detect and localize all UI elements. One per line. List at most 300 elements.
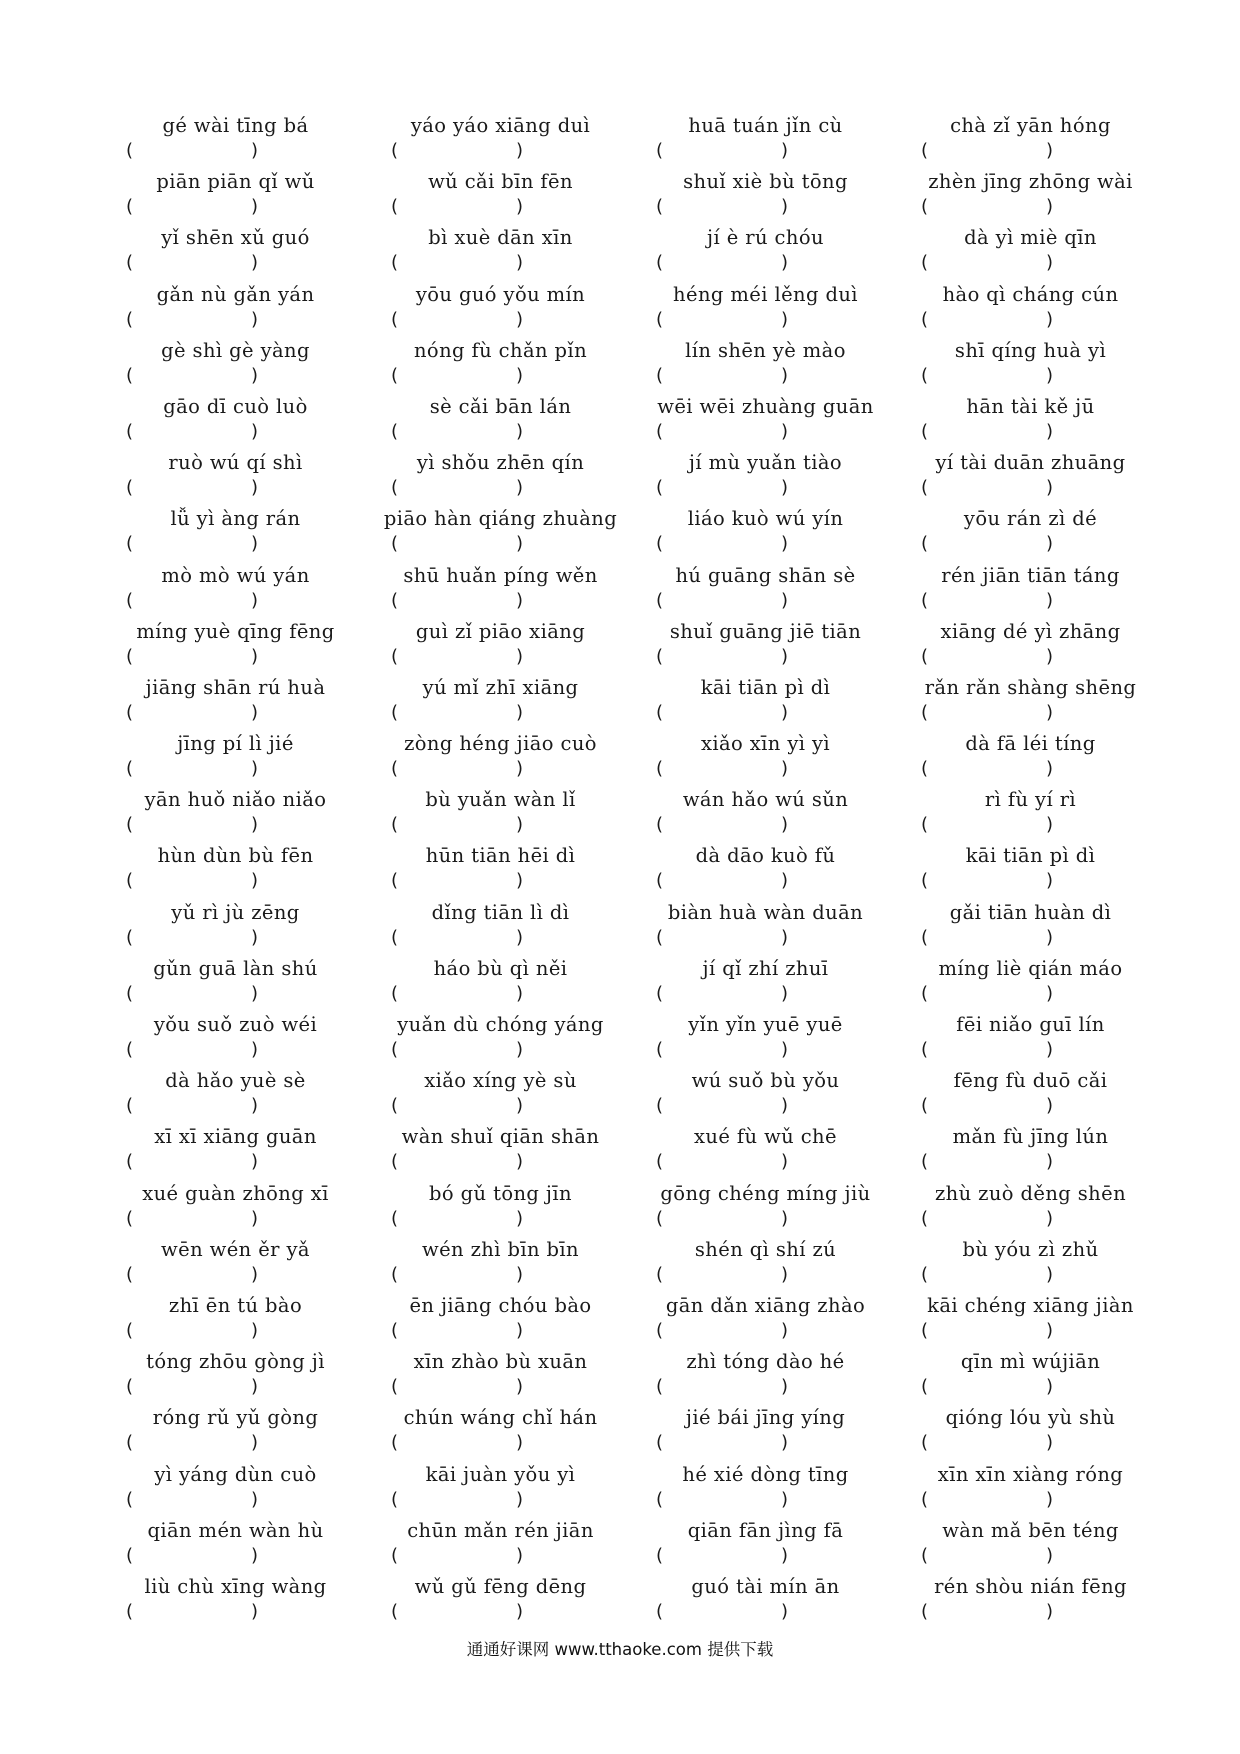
close-paren: ) (250, 252, 258, 274)
close-paren: ) (515, 982, 523, 1004)
answer-blank[interactable] (391, 139, 523, 163)
open-paren: ( (391, 1263, 399, 1285)
answer-blank[interactable] (391, 1094, 523, 1118)
open-paren: ( (126, 1095, 134, 1117)
answer-blank[interactable] (391, 869, 523, 893)
exercise-item (913, 333, 1178, 389)
answer-blank[interactable] (391, 364, 523, 388)
pinyin-text: xīn zhào bù xuān (413, 1350, 588, 1374)
open-paren: ( (921, 252, 929, 274)
answer-blank[interactable] (921, 1263, 1053, 1287)
pinyin-text: shuǐ guāng jiē tiān (669, 619, 862, 643)
exercise-item (383, 220, 648, 276)
pinyin-text: xiǎo xīn yì yì (700, 732, 831, 756)
close-paren: ) (1045, 982, 1053, 1004)
exercise-item (118, 277, 383, 333)
pinyin-text: gāo dī cuò luò (163, 394, 308, 418)
close-paren: ) (250, 982, 258, 1004)
exercise-item (383, 782, 648, 838)
answer-blank[interactable] (656, 982, 788, 1006)
exercise-item (648, 614, 913, 670)
pinyin-text: dà fā léi tíng (965, 732, 1096, 756)
open-paren: ( (921, 1432, 929, 1454)
open-paren: ( (921, 420, 929, 442)
answer-blank[interactable] (656, 251, 788, 275)
answer-blank[interactable] (391, 476, 523, 500)
open-paren: ( (656, 814, 664, 836)
exercise-item (383, 1176, 648, 1232)
pinyin-text: sè cǎi bān lán (429, 394, 572, 418)
answer-blank[interactable] (126, 1544, 258, 1568)
open-paren: ( (656, 1039, 664, 1060)
close-paren: ) (780, 196, 788, 218)
answer-blank[interactable] (126, 701, 258, 725)
answer-blank[interactable] (656, 1150, 788, 1174)
answer-blank[interactable] (921, 420, 1053, 444)
open-paren: ( (656, 1319, 664, 1341)
answer-blank[interactable] (126, 589, 258, 613)
close-paren: ) (1045, 1263, 1053, 1285)
answer-blank[interactable] (126, 869, 258, 893)
close-paren: ) (515, 477, 523, 499)
answer-blank[interactable] (656, 139, 788, 163)
open-paren: ( (391, 870, 399, 892)
close-paren: ) (250, 364, 258, 386)
exercise-item (118, 501, 383, 557)
answer-blank[interactable] (126, 251, 258, 275)
pinyin-text: zòng héng jiāo cuò (404, 732, 597, 756)
open-paren: ( (921, 814, 929, 836)
answer-blank[interactable] (921, 1488, 1053, 1512)
exercise-item (648, 951, 913, 1007)
pinyin-text: zhī ēn tú bào (168, 1293, 303, 1317)
answer-blank[interactable] (391, 1600, 523, 1624)
answer-blank[interactable] (126, 1207, 258, 1231)
answer-blank[interactable] (126, 757, 258, 781)
answer-blank[interactable] (126, 1431, 258, 1455)
pinyin-text: guó tài mín ān (691, 1574, 840, 1598)
exercise-item (648, 1344, 913, 1400)
open-paren: ( (921, 477, 929, 499)
exercise-item (913, 1400, 1178, 1456)
pinyin-text: gè shì gè yàng (161, 338, 310, 362)
exercise-item (383, 1119, 648, 1175)
answer-blank[interactable] (921, 1544, 1053, 1568)
exercise-item (118, 895, 383, 951)
open-paren: ( (391, 1600, 399, 1622)
close-paren: ) (1045, 1207, 1053, 1229)
answer-blank[interactable] (391, 701, 523, 725)
answer-blank[interactable] (656, 1431, 788, 1455)
answer-blank[interactable] (656, 1207, 788, 1231)
exercise-item (383, 951, 648, 1007)
pinyin-text: fēng fù duō cǎi (953, 1069, 1108, 1093)
pinyin-text: yōu guó yǒu mín (415, 282, 586, 306)
close-paren: ) (1045, 196, 1053, 218)
pinyin-text: shī qíng huà yì (954, 338, 1107, 362)
answer-blank[interactable] (126, 1094, 258, 1118)
exercise-item (913, 445, 1178, 501)
open-paren: ( (921, 533, 929, 555)
pinyin-text: yì yáng dùn cuò (154, 1462, 317, 1486)
close-paren: ) (250, 140, 258, 161)
open-paren: ( (921, 926, 929, 948)
answer-blank[interactable] (921, 1094, 1053, 1118)
exercise-item (118, 670, 383, 726)
answer-blank[interactable] (126, 1488, 258, 1512)
exercise-item (383, 277, 648, 333)
pinyin-text: bì xuè dān xīn (428, 226, 573, 250)
answer-blank[interactable] (921, 308, 1053, 332)
open-paren: ( (656, 1432, 664, 1454)
close-paren: ) (250, 477, 258, 499)
answer-blank[interactable] (391, 1544, 523, 1568)
answer-blank[interactable] (921, 589, 1053, 613)
open-paren: ( (921, 364, 929, 386)
open-paren: ( (126, 758, 134, 780)
answer-blank[interactable] (921, 869, 1053, 893)
exercise-item (118, 164, 383, 220)
pinyin-text: héng méi lěng duì (673, 282, 858, 306)
answer-blank[interactable] (656, 1600, 788, 1624)
close-paren: ) (780, 870, 788, 892)
pinyin-text: hān tài kě jū (966, 394, 1095, 418)
close-paren: ) (250, 1151, 258, 1173)
open-paren: ( (921, 870, 929, 892)
pinyin-text: yì shǒu zhēn qín (416, 451, 585, 475)
answer-blank[interactable] (656, 1038, 788, 1062)
close-paren: ) (1045, 645, 1053, 667)
answer-blank[interactable] (391, 1263, 523, 1287)
close-paren: ) (515, 1376, 523, 1398)
open-paren: ( (656, 140, 664, 161)
close-paren: ) (1045, 252, 1053, 274)
exercise-item (913, 782, 1178, 838)
answer-blank[interactable] (656, 364, 788, 388)
exercise-item (118, 1176, 383, 1232)
answer-blank[interactable] (656, 757, 788, 781)
exercise-item (648, 1119, 913, 1175)
answer-blank[interactable] (921, 1150, 1053, 1174)
exercise-item (118, 726, 383, 782)
close-paren: ) (515, 870, 523, 892)
answer-blank[interactable] (921, 364, 1053, 388)
exercise-item (383, 1344, 648, 1400)
open-paren: ( (921, 758, 929, 780)
close-paren: ) (780, 308, 788, 330)
pinyin-text: gé wài tīng bá (162, 114, 309, 137)
pinyin-text: tóng zhōu gòng jì (146, 1350, 325, 1374)
answer-blank[interactable] (126, 476, 258, 500)
pinyin-text: dà dāo kuò fǔ (695, 844, 836, 868)
exercise-item (118, 1232, 383, 1288)
answer-blank[interactable] (391, 1207, 523, 1231)
answer-blank[interactable] (921, 701, 1053, 725)
close-paren: ) (780, 645, 788, 667)
answer-blank[interactable] (921, 982, 1053, 1006)
answer-blank[interactable] (126, 982, 258, 1006)
answer-blank[interactable] (126, 139, 258, 163)
answer-blank[interactable] (921, 476, 1053, 500)
answer-blank[interactable] (921, 139, 1053, 163)
answer-blank[interactable] (126, 1319, 258, 1343)
pinyin-text: xiǎo xíng yè sù (424, 1069, 577, 1093)
answer-blank[interactable] (391, 926, 523, 950)
pinyin-text: huā tuán jǐn cù (688, 114, 843, 137)
close-paren: ) (250, 1207, 258, 1229)
close-paren: ) (515, 308, 523, 330)
answer-blank[interactable] (656, 532, 788, 556)
pinyin-text: yú mǐ zhī xiāng (422, 675, 579, 699)
answer-blank[interactable] (126, 195, 258, 219)
close-paren: ) (515, 589, 523, 611)
close-paren: ) (780, 1151, 788, 1173)
answer-blank[interactable] (656, 813, 788, 837)
answer-blank[interactable] (126, 364, 258, 388)
open-paren: ( (391, 477, 399, 499)
answer-blank[interactable] (126, 1375, 258, 1399)
answer-blank[interactable] (656, 701, 788, 725)
exercise-item (913, 1513, 1178, 1569)
answer-blank[interactable] (656, 420, 788, 444)
answer-blank[interactable] (921, 1600, 1053, 1624)
exercise-item (383, 1063, 648, 1119)
close-paren: ) (780, 1376, 788, 1398)
pinyin-text: yǐn yǐn yuē yuē (688, 1013, 843, 1036)
pinyin-text: zhù zuò děng shēn (934, 1181, 1127, 1205)
exercise-item (118, 782, 383, 838)
pinyin-text: xué fù wǔ chē (694, 1125, 837, 1149)
open-paren: ( (126, 308, 134, 330)
answer-blank[interactable] (656, 1488, 788, 1512)
answer-blank[interactable] (391, 1038, 523, 1062)
open-paren: ( (391, 1039, 399, 1060)
exercise-item (118, 1457, 383, 1513)
exercise-item (118, 1119, 383, 1175)
answer-blank[interactable] (391, 195, 523, 219)
answer-blank[interactable] (391, 982, 523, 1006)
answer-blank[interactable] (921, 532, 1053, 556)
answer-blank[interactable] (391, 813, 523, 837)
open-paren: ( (921, 1207, 929, 1229)
pinyin-text: gǔn guā làn shú (153, 956, 318, 980)
exercise-item (913, 838, 1178, 894)
pinyin-text: chún wáng chǐ hán (403, 1406, 598, 1430)
answer-blank[interactable] (921, 1431, 1053, 1455)
open-paren: ( (921, 1263, 929, 1285)
answer-blank[interactable] (126, 813, 258, 837)
answer-blank[interactable] (921, 251, 1053, 275)
pinyin-text: kāi tiān pì dì (965, 844, 1096, 868)
open-paren: ( (391, 1488, 399, 1510)
answer-blank[interactable] (656, 1544, 788, 1568)
pinyin-text: shuǐ xiè bù tōng (683, 170, 848, 194)
answer-blank[interactable] (126, 645, 258, 669)
exercise-item (648, 445, 913, 501)
exercise-item (648, 1457, 913, 1513)
answer-blank[interactable] (656, 1094, 788, 1118)
open-paren: ( (391, 533, 399, 555)
answer-blank[interactable] (921, 195, 1053, 219)
open-paren: ( (656, 1263, 664, 1285)
pinyin-text: xīn xīn xiàng róng (937, 1462, 1124, 1486)
open-paren: ( (391, 196, 399, 218)
close-paren: ) (250, 870, 258, 892)
close-paren: ) (515, 140, 523, 161)
exercise-item (648, 1232, 913, 1288)
close-paren: ) (515, 1488, 523, 1510)
open-paren: ( (921, 1376, 929, 1398)
open-paren: ( (391, 758, 399, 780)
open-paren: ( (656, 926, 664, 948)
pinyin-text: yǔ rì jù zēng (171, 900, 300, 924)
open-paren: ( (126, 1263, 134, 1285)
answer-blank[interactable] (391, 251, 523, 275)
exercise-item (648, 501, 913, 557)
exercise-item (383, 1232, 648, 1288)
answer-blank[interactable] (921, 645, 1053, 669)
answer-blank[interactable] (656, 195, 788, 219)
answer-blank[interactable] (656, 645, 788, 669)
answer-blank[interactable] (391, 532, 523, 556)
answer-blank[interactable] (921, 1038, 1053, 1062)
answer-blank[interactable] (391, 1319, 523, 1343)
exercise-item (913, 726, 1178, 782)
exercise-item (118, 838, 383, 894)
answer-blank[interactable] (656, 869, 788, 893)
exercise-item (648, 164, 913, 220)
answer-blank[interactable] (126, 1600, 258, 1624)
answer-blank[interactable] (921, 926, 1053, 950)
exercise-item (648, 558, 913, 614)
close-paren: ) (1045, 926, 1053, 948)
answer-blank[interactable] (656, 1319, 788, 1343)
open-paren: ( (391, 645, 399, 667)
answer-blank[interactable] (921, 813, 1053, 837)
answer-blank[interactable] (656, 1263, 788, 1287)
exercise-item (913, 1063, 1178, 1119)
answer-blank[interactable] (126, 1038, 258, 1062)
pinyin-text: gōng chéng míng jiù (660, 1181, 871, 1205)
answer-blank[interactable] (126, 420, 258, 444)
exercise-item (118, 445, 383, 501)
answer-blank[interactable] (391, 1375, 523, 1399)
close-paren: ) (1045, 814, 1053, 836)
exercise-item (118, 951, 383, 1007)
open-paren: ( (391, 1432, 399, 1454)
open-paren: ( (656, 1488, 664, 1510)
answer-blank[interactable] (656, 308, 788, 332)
exercise-item (913, 614, 1178, 670)
answer-blank[interactable] (656, 1375, 788, 1399)
pinyin-text: rǎn rǎn shàng shēng (924, 675, 1137, 699)
open-paren: ( (126, 926, 134, 948)
exercise-item (648, 1176, 913, 1232)
open-paren: ( (656, 589, 664, 611)
close-paren: ) (250, 1600, 258, 1622)
answer-blank[interactable] (656, 926, 788, 950)
pinyin-text: jīng pí lì jié (177, 732, 294, 756)
exercise-item (383, 614, 648, 670)
open-paren: ( (921, 1151, 929, 1173)
answer-blank[interactable] (656, 476, 788, 500)
pinyin-text: wēi wēi zhuàng guān (657, 394, 874, 418)
open-paren: ( (126, 1039, 134, 1060)
open-paren: ( (126, 364, 134, 386)
close-paren: ) (780, 1039, 788, 1060)
answer-blank[interactable] (656, 589, 788, 613)
pinyin-text: qióng lóu yù shù (945, 1406, 1116, 1430)
answer-blank[interactable] (921, 1375, 1053, 1399)
open-paren: ( (656, 701, 664, 723)
close-paren: ) (780, 1600, 788, 1622)
close-paren: ) (1045, 1600, 1053, 1622)
answer-blank[interactable] (921, 1319, 1053, 1343)
exercise-item (648, 333, 913, 389)
close-paren: ) (780, 701, 788, 723)
open-paren: ( (656, 1095, 664, 1117)
open-paren: ( (126, 814, 134, 836)
exercise-item (383, 726, 648, 782)
answer-blank[interactable] (391, 1488, 523, 1512)
answer-blank[interactable] (391, 308, 523, 332)
exercise-item (648, 1288, 913, 1344)
close-paren: ) (1045, 1039, 1053, 1060)
open-paren: ( (391, 1207, 399, 1229)
answer-blank[interactable] (126, 532, 258, 556)
answer-blank[interactable] (391, 757, 523, 781)
answer-blank[interactable] (126, 308, 258, 332)
answer-blank[interactable] (391, 589, 523, 613)
pinyin-text: xiāng dé yì zhāng (940, 619, 1121, 643)
open-paren: ( (391, 252, 399, 274)
open-paren: ( (656, 1207, 664, 1229)
exercise-item (383, 1457, 648, 1513)
exercise-item (913, 1457, 1178, 1513)
exercise-item (648, 1400, 913, 1456)
answer-blank[interactable] (391, 645, 523, 669)
open-paren: ( (126, 1600, 134, 1622)
exercise-item (648, 277, 913, 333)
pinyin-text: shū huǎn píng wěn (403, 563, 598, 587)
answer-blank[interactable] (391, 420, 523, 444)
close-paren: ) (515, 420, 523, 442)
open-paren: ( (656, 870, 664, 892)
open-paren: ( (656, 308, 664, 330)
answer-blank[interactable] (126, 926, 258, 950)
answer-blank[interactable] (391, 1431, 523, 1455)
pinyin-text: míng liè qián máo (938, 956, 1123, 980)
answer-blank[interactable] (126, 1263, 258, 1287)
pinyin-text: yí tài duān zhuāng (935, 451, 1126, 475)
close-paren: ) (1045, 1432, 1053, 1454)
answer-blank[interactable] (921, 1207, 1053, 1231)
answer-blank[interactable] (126, 1150, 258, 1174)
exercise-item (383, 895, 648, 951)
close-paren: ) (515, 1600, 523, 1622)
pinyin-text: gǎn nù gǎn yán (156, 282, 315, 306)
exercise-item (648, 726, 913, 782)
answer-blank[interactable] (391, 1150, 523, 1174)
answer-blank[interactable] (921, 757, 1053, 781)
close-paren: ) (515, 758, 523, 780)
pinyin-text: hú guāng shān sè (675, 563, 856, 587)
open-paren: ( (921, 701, 929, 723)
pinyin-text: dà hǎo yuè sè (165, 1069, 306, 1093)
exercise-item (118, 389, 383, 445)
open-paren: ( (656, 1600, 664, 1622)
close-paren: ) (1045, 758, 1053, 780)
